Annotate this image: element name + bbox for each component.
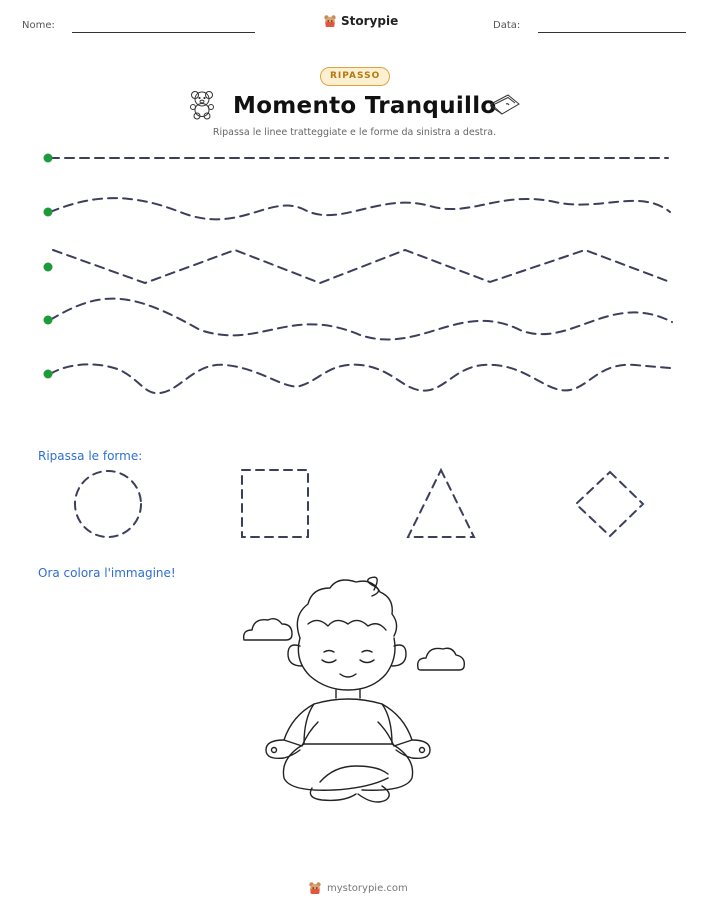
brand-name: Storypie (341, 14, 399, 28)
trace-line-gentle-wave (50, 198, 670, 219)
storypie-logo-icon (323, 14, 337, 28)
tracing-shapes (0, 465, 709, 545)
footer (308, 881, 408, 895)
start-dot (44, 370, 53, 379)
date-field[interactable] (538, 32, 686, 33)
cloud-right (418, 648, 465, 670)
brand-logo (323, 14, 398, 28)
review-badge: RIPASSO (320, 67, 390, 86)
name-label: Nome: (22, 20, 55, 31)
coloring-heading: Ora colora l'immagine! (38, 566, 176, 580)
cloud-left (244, 619, 292, 640)
start-dot (44, 263, 53, 272)
tracing-lines (0, 140, 709, 400)
start-dot (44, 208, 53, 217)
page-title: Momento Tranquillo (233, 93, 497, 119)
start-dot (44, 154, 53, 163)
instructions: Ripassa le linee tratteggiate e le forme da sinistra a destra. (212, 127, 497, 138)
trace-square (242, 470, 308, 537)
start-dot (44, 316, 53, 325)
footer-url[interactable]: mystorypie.com (327, 882, 408, 894)
trace-triangle (408, 470, 474, 537)
storypie-logo-icon (308, 881, 322, 895)
trace-circle (75, 471, 141, 537)
trace-line-wave (50, 299, 672, 340)
trace-line-zigzag (53, 250, 670, 283)
meditating-child-illustration (238, 572, 470, 812)
name-field[interactable] (72, 32, 255, 33)
blanket-icon (488, 92, 522, 118)
shapes-heading: Ripassa le forme: (38, 449, 143, 463)
trace-line-bumpy-wave (50, 364, 670, 393)
date-label: Data: (493, 20, 521, 31)
teddy-bear-icon (186, 88, 218, 120)
trace-diamond (576, 472, 643, 536)
